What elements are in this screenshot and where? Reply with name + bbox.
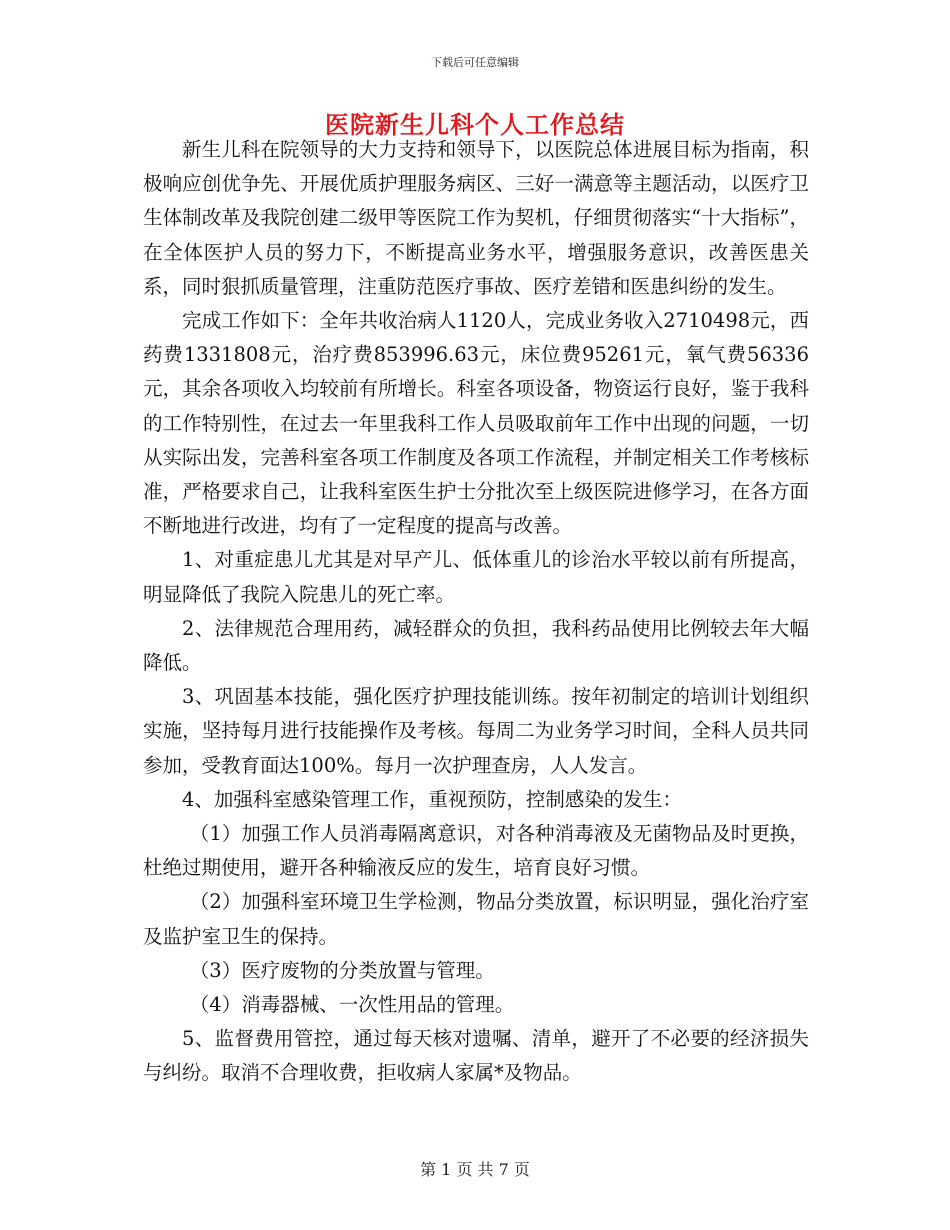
paragraph-subitem-3: （3）医疗废物的分类放置与管理。 <box>189 958 495 982</box>
document-body <box>143 133 809 1091</box>
paragraph-item-5: 5、监督费用管控，通过每天核对遗嘱、清单，避开了不必要的经济损失与纠纷。取消不合理收费，拒收病人家属*及物品。 <box>143 1027 809 1085</box>
paragraph-work-done: 完成工作如下：全年共收治病人1120人，完成业务收入2710498元，西药费1331808元，治疗费853996.63元，床位费95261元，氧气费56336元，其余各项收入均较前有所增长。科室各项设备，物资运行良好，鉴于我科的工作特别性，在过去一年里我科工作人员吸取前年工作中出现的问题，一切从实际出发，完善科室各项工作制度及各项工作流程，并制定相关工作考核标准，严格要求自己，让我科室医生护士分批次至上级医院进修学习，在各方面不断地进行改进，均有了一定程度的提高与改善。 <box>143 309 809 538</box>
paragraph-subitem-4: （4）消毒器械、一次性用品的管理。 <box>189 993 515 1017</box>
paragraph-subitem-1: （1）加强工作人员消毒隔离意识，对各种消毒液及无菌物品及时更换，杜绝过期使用，避开各种输液反应的发生，培育良好习惯。 <box>143 822 809 880</box>
paragraph-item-2: 2、法律规范合理用药，减轻群众的负担，我科药品使用比例较去年大幅降低。 <box>143 616 809 675</box>
paragraph-item-3: 3、巩固基本技能，强化医疗护理技能训练。按年初制定的培训计划组织实施，坚持每月进行技能操作及考核。每周二为业务学习时间，全科人员共同参加，受教育面达100%。每月一次护理查房，人人发言。 <box>143 685 809 777</box>
paragraph-subitem-2: （2）加强科室环境卫生学检测，物品分类放置，标识明显，强化治疗室及监护室卫生的保持。 <box>143 890 809 948</box>
page-number: 第 1 页 共 7 页 <box>420 1160 530 1179</box>
document-title: 医院新生儿科个人工作总结 <box>325 110 625 139</box>
header-note: 下载后可任意编辑 <box>431 56 519 69</box>
paragraph-item-1: 1、对重症患儿尤其是对早产儿、低体重儿的诊治水平较以前有所提高，明显降低了我院入院患儿的死亡率。 <box>143 548 809 606</box>
paragraph-item-4: 4、加强科室感染管理工作，重视预防，控制感染的发生： <box>182 787 682 811</box>
paragraph-intro: 新生儿科在院领导的大力支持和领导下，以医院总体进展目标为指南，积极响应创优争先、开展优质护理服务病区、三好一满意等主题活动，以医疗卫生体制改革及我院创建二级甲等医院工作为契机，仔细贯彻落实“十大指标”，在全体医护人员的努力下，不断提高业务水平，增强服务意识，改善医患关系，同时狠抓质量管理，注重防范医疗事故、医疗差错和医患纠纷的发生。 <box>143 138 809 298</box>
